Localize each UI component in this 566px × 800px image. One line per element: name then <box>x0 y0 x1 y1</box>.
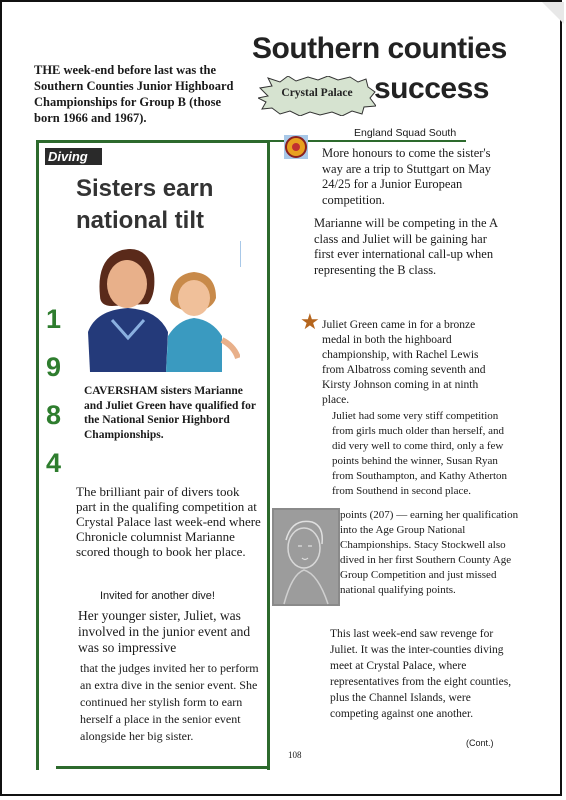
club-crest-icon <box>283 134 309 160</box>
more-honours-paragraph: More honours to come the sister's way are a trip to Stuttgart on May 24/25 for a Junior European competition. <box>322 146 492 207</box>
left-article-frame-bottom <box>56 766 268 769</box>
caversham-paragraph: CAVERSHAM sisters Marianne and Juliet Green have qualified for the National Senior Highbord Championships. <box>84 385 256 441</box>
page-fold-corner <box>542 2 564 24</box>
main-headline-line1: Southern counties <box>252 32 507 65</box>
competition-paragraph: Juliet had some very stiff competition from girls much older than herself, and did very well to come third, only a few points behind the winner, Susan Ryan from Southampton, and Kathy Atherton from Southend in second place. <box>332 410 508 497</box>
marianne-paragraph: Marianne will be competing in the A class and Juliet will be gaining har first ever international call-up when representing the B class. <box>314 216 498 277</box>
article-body-3: that the judges invited her to perform an extra dive in the senior event. She continued her stylish form to earn herself a place in the senior event alongside her big sister. <box>80 661 259 743</box>
last-weekend-paragraph: This last week-end saw revenge for Juliet. It was the inter-counties diving meet at Crystal Palace, where representatives from the eight counties, plus the Channel Islands, were competing against one another. <box>330 628 512 720</box>
diving-tag: Diving <box>45 148 102 165</box>
sisters-photo <box>82 236 240 372</box>
continued-label: (Cont.) <box>466 738 494 748</box>
year-digit-2: 9 <box>46 352 62 382</box>
intro-paragraph: THE week-end before last was the Southern Counties Junior Highboard Championships for Group B (those born 1966 and 1967). <box>34 63 234 125</box>
main-headline-line2: success <box>374 72 489 105</box>
year-digit-3: 8 <box>46 400 62 430</box>
portrait-sketch <box>272 508 340 606</box>
article-body-2: Her younger sister, Juliet, was involved in the junior event and was so impressive <box>78 608 251 655</box>
points-paragraph: points (207) — earning her qualification into the Age Group National Championships. Stacy Stockwell also dived in her first Southern County Age Group Competition and just missed national qualifying points. <box>340 509 519 596</box>
invited-subheading: Invited for another dive! <box>100 590 215 602</box>
badge-label: Crystal Palace <box>281 87 353 99</box>
juliet-paragraph: Juliet Green came in for a bronze medal in both the highboard championship, with Rachel Lewis from Albatross coming seventh and Kirsty Johnson coming in at ninth place. <box>322 319 486 406</box>
year-digit-4: 4 <box>46 448 62 478</box>
year-digit-1: 1 <box>46 304 62 334</box>
star-icon: ★ <box>300 309 320 334</box>
page-number: 108 <box>288 750 302 760</box>
england-squad-heading: England Squad South <box>354 127 457 139</box>
article-body-1: The brilliant pair of divers took part in the qualifing competition at Crystal Palace last week-end where Chronicle columnist Marianne scored though to book her place. <box>76 484 261 559</box>
sisters-headline: Sisters earn national tilt <box>76 175 214 234</box>
